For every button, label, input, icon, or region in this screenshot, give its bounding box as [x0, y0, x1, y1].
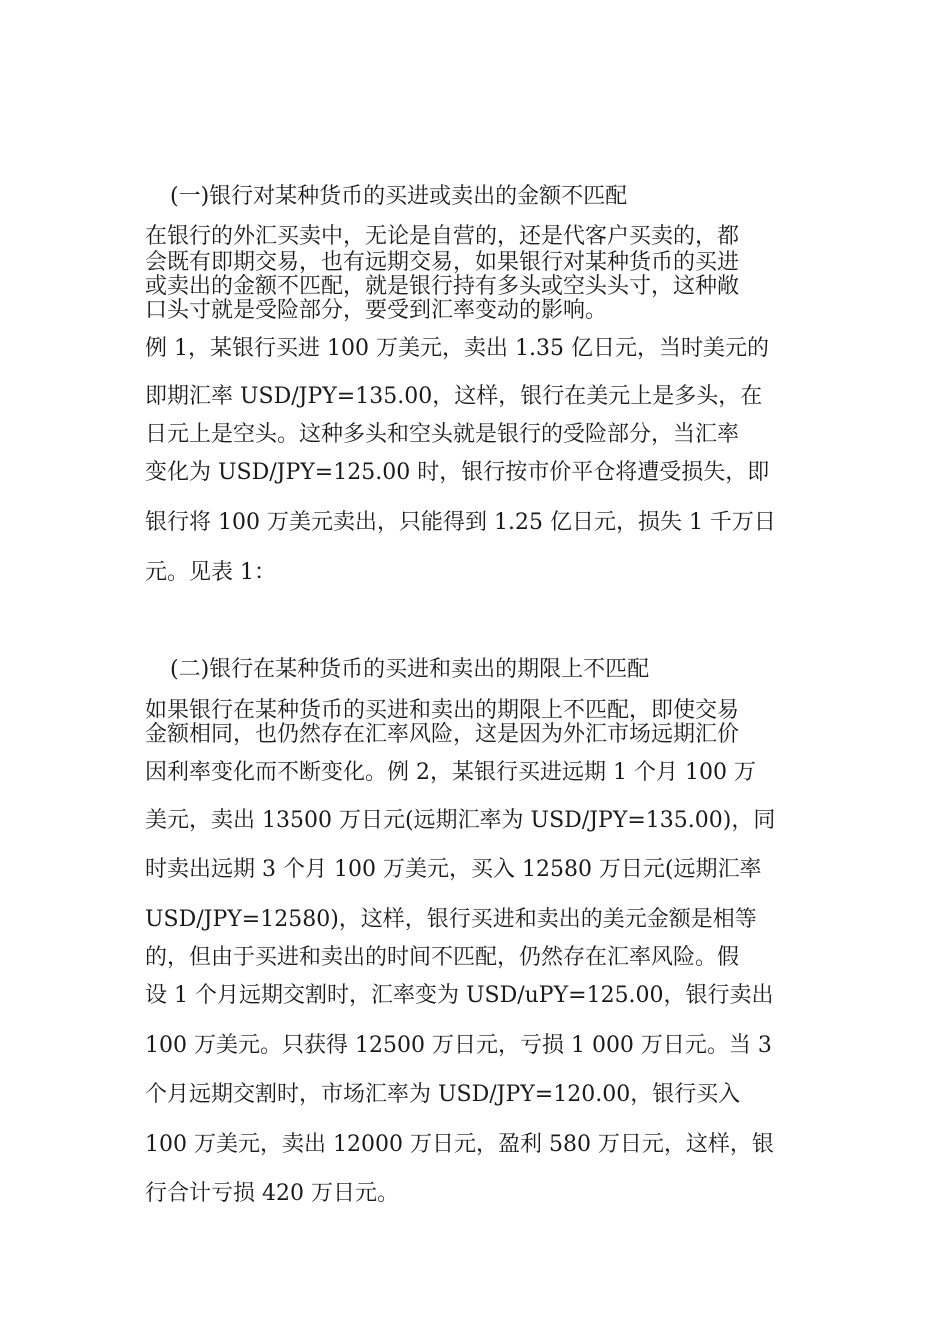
paragraph-line: 在银行的外汇买卖中，无论是自营的，还是代客户买卖的，都 [145, 224, 740, 249]
paragraph-line: 金额相同，也仍然存在汇率风险，这是因为外汇市场远期汇价 [145, 722, 740, 747]
section-heading-1: (一)银行对某种货币的买进或卖出的金额不匹配 [170, 184, 628, 209]
example-line: 即期汇率 USD/JPY=135.00，这样，银行在美元上是多头，在 [145, 384, 763, 409]
example-line: 日元上是空头。这种多头和空头就是银行的受险部分，当汇率 [145, 422, 740, 447]
paragraph-line: 100 万美元。只获得 12500 万日元，亏损 1 000 万日元。当 3 [145, 1033, 772, 1058]
paragraph-line: 的，但由于买进和卖出的时间不匹配，仍然存在汇率风险。假 [145, 945, 740, 970]
example-line: 元。见表 1： [145, 560, 276, 585]
paragraph-line: 行合计亏损 420 万日元。 [145, 1181, 399, 1206]
paragraph-line: 美元，卖出 13500 万日元(远期汇率为 USD/JPY=135.00)，同 [145, 808, 776, 833]
paragraph-line: 如果银行在某种货币的买进和卖出的期限上不匹配，即使交易 [145, 698, 740, 723]
paragraph-line: 会既有即期交易，也有远期交易，如果银行对某种货币的买进 [145, 250, 740, 275]
example-line: 例 1，某银行买进 100 万美元，卖出 1.35 亿日元，当时美元的 [145, 336, 769, 361]
section-heading-2: (二)银行在某种货币的买进和卖出的期限上不匹配 [170, 657, 650, 682]
paragraph-line: 100 万美元，卖出 12000 万日元，盈利 580 万日元，这样，银 [145, 1132, 774, 1157]
paragraph-line: 设 1 个月远期交割时，汇率变为 USD/uPY=125.00，银行卖出 [145, 983, 774, 1008]
paragraph-line: 口头寸就是受险部分，要受到汇率变动的影响。 [145, 298, 608, 323]
paragraph-line: USD/JPY=12580)，这样，银行买进和卖出的美元金额是相等 [145, 907, 757, 932]
paragraph-line: 时卖出远期 3 个月 100 万美元，买入 12580 万日元(远期汇率 [145, 857, 762, 882]
example-line: 变化为 USD/JPY=125.00 时，银行按市价平仓将遭受损失，即 [145, 460, 770, 485]
paragraph-line: 个月远期交割时，市场汇率为 USD/JPY=120.00，银行买入 [145, 1082, 741, 1107]
paragraph-line: 或卖出的金额不匹配，就是银行持有多头或空头头寸，这种敞 [145, 274, 740, 299]
example-line: 银行将 100 万美元卖出，只能得到 1.25 亿日元，损失 1 千万日 [145, 510, 776, 535]
paragraph-line: 因利率变化而不断变化。例 2，某银行买进远期 1 个月 100 万 [145, 760, 756, 785]
